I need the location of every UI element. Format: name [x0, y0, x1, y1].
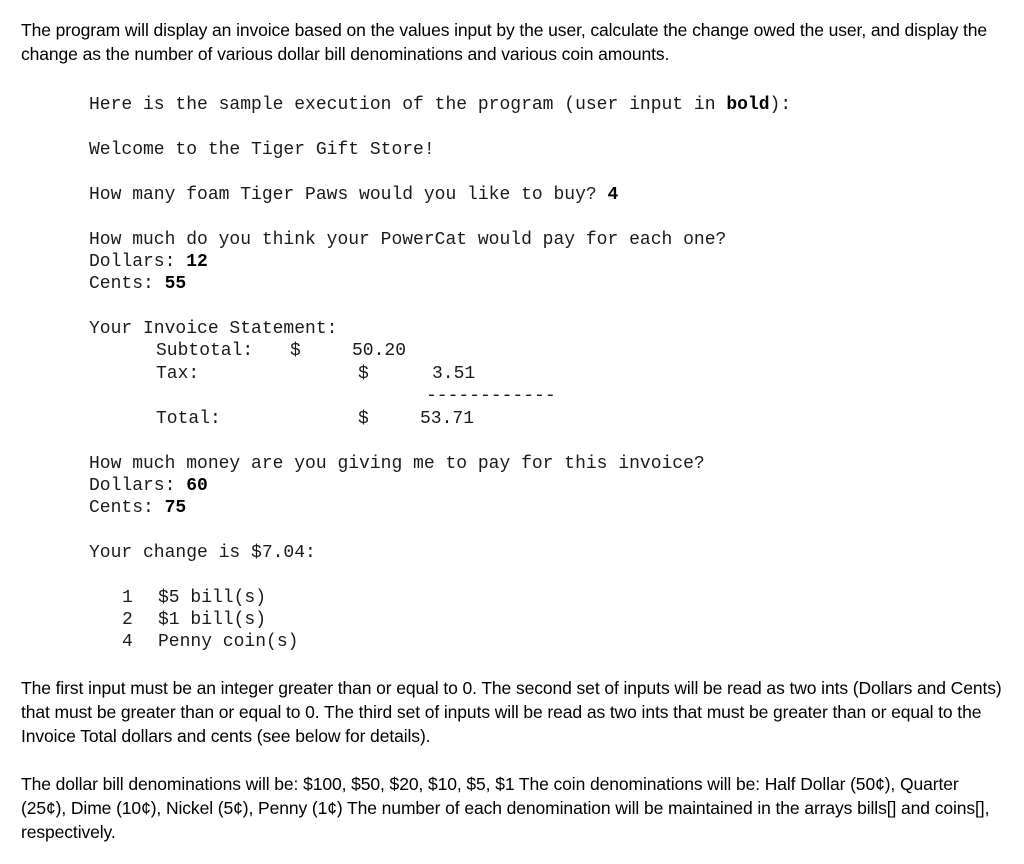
change-item-label: Penny coin(s): [158, 632, 299, 652]
price-dollars-input: 12: [186, 252, 208, 272]
sample-heading-pre: Here is the sample execution of the program (user input in: [89, 95, 727, 115]
price-dollars-line: [89, 251, 208, 273]
invoice-heading: Your Invoice Statement:: [89, 319, 338, 339]
change-item-count: 2: [122, 610, 133, 630]
sample-heading-post: ):: [769, 95, 792, 115]
price-cents-line: [89, 273, 186, 295]
payment-cents-input: 75: [164, 498, 187, 518]
tax-value: 3.51: [432, 364, 476, 384]
quantity-prompt: How many foam Tiger Paws would you like to buy?: [89, 185, 608, 205]
tax-label: Tax:: [156, 364, 200, 384]
change-line: Your change is $7.04:: [89, 543, 316, 563]
price-prompt: How much do you think your PowerCat would pay for each one?: [89, 230, 727, 250]
denominations-paragraph: The dollar bill denominations will be: $100, $50, $20, $10, $5, $1 The coin denominations will be: Half Dollar (50¢), Quarter (25¢), Dime (10¢), Nickel (5¢), Penny (1¢) The number of each denomination will be maintained in the arrays bills[] and coins[], respectively.: [21, 774, 990, 842]
tax-currency: $: [358, 364, 369, 384]
subtotal-label: Subtotal:: [156, 341, 254, 361]
total-currency: $: [358, 409, 369, 429]
change-item-count: 4: [122, 632, 133, 652]
payment-dollars-line: [89, 475, 208, 497]
inputs-paragraph: The first input must be an integer greater than or equal to 0. The second set of inputs will be read as two ints (Dollars and Cents) that must be greater than or equal to 0. The third set of inputs will be read as two ints that must be greater than or equal to the Invoice Total dollars and cents (see below for details).: [21, 678, 1002, 746]
payment-prompt: How much money are you giving me to pay for this invoice?: [89, 454, 705, 474]
change-item-count: 1: [122, 588, 133, 608]
total-label: Total:: [156, 409, 221, 429]
dollars-label: Dollars:: [89, 252, 187, 272]
change-item-label: $1 bill(s): [158, 610, 267, 630]
total-separator: ------------: [426, 386, 556, 406]
sample-heading: [89, 94, 791, 116]
subtotal-value: 50.20: [352, 341, 407, 361]
total-value: 53.71: [420, 409, 475, 429]
price-cents-input: 55: [164, 274, 187, 294]
intro-paragraph: The program will display an invoice based on the values input by the user, calculate the change owed the user, and display the change as the number of various dollar bill denominations and various coin amounts.: [21, 20, 988, 64]
sample-heading-bold: bold: [726, 95, 770, 115]
dollars-label: Dollars:: [89, 476, 187, 496]
cents-label: Cents:: [89, 498, 165, 518]
welcome-line: Welcome to the Tiger Gift Store!: [89, 140, 435, 160]
quantity-input: 4: [607, 185, 619, 205]
quantity-prompt-line: [89, 184, 618, 206]
subtotal-currency: $: [290, 341, 301, 361]
payment-dollars-input: 60: [186, 476, 208, 496]
cents-label: Cents:: [89, 274, 165, 294]
payment-cents-line: [89, 497, 186, 519]
change-item-label: $5 bill(s): [158, 588, 267, 608]
